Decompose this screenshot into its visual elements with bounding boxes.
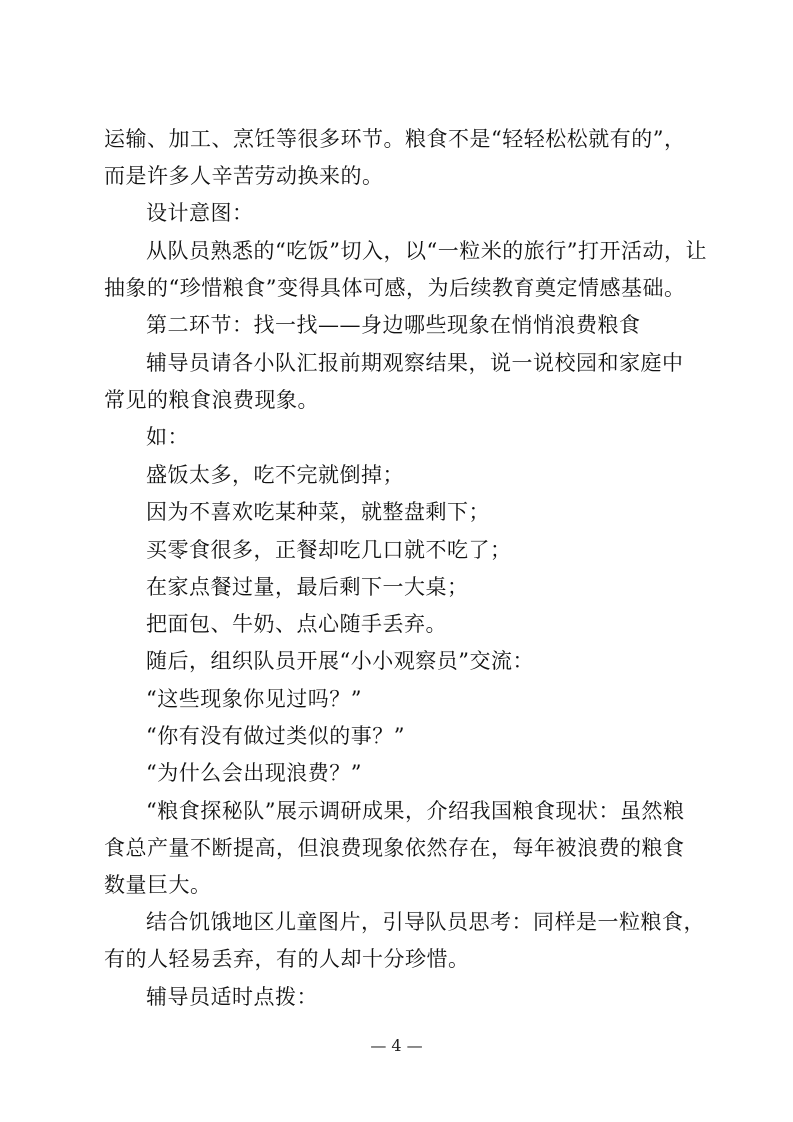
text-line: 辅导员请各小队汇报前期观察结果，说一说校园和家庭中 [146,351,684,375]
text-line: 在家点餐过量，最后剩下一大桌； [146,575,469,599]
page-number: — 4 — [370,1036,423,1055]
text-line: 从队员熟悉的“吃饭”切入，以“一粒米的旅行”打开活动，让 [146,239,707,263]
text-line: 运输、加工、烹饪等很多环节。粮食不是“轻轻松松就有的”， [104,127,686,151]
text-line: “为什么会出现浪费？” [146,761,362,785]
text-line: 数量巨大。 [104,873,212,897]
text-line: “这些现象你见过吗？” [146,687,362,711]
text-line: 抽象的“珍惜粮食”变得具体可感，为后续教育奠定情感基础。 [104,276,686,300]
text-line: 常见的粮食浪费现象。 [104,388,319,412]
text-line: 第二环节：找一找——身边哪些现象在悄悄浪费粮食 [146,313,641,337]
text-line: “你有没有做过类似的事？” [146,724,405,748]
text-line: 辅导员适时点拨： [146,985,318,1009]
text-line: 盛饭太多，吃不完就倒掉； [146,463,404,487]
text-line: 食总产量不断提高，但浪费现象依然存在，每年被浪费的粮食 [104,836,685,860]
text-line: 结合饥饿地区儿童图片，引导队员思考：同样是一粒粮食， [146,910,705,934]
text-line: 因为不喜欢吃某种菜，就整盘剩下； [146,500,490,524]
text-line: 随后，组织队员开展“小小观察员”交流： [146,649,534,673]
text-line: 设计意图： [146,201,254,225]
text-line: 而是许多人辛苦劳动换来的。 [104,164,384,188]
text-line: 如： [146,425,189,449]
text-line: 把面包、牛奶、点心随手丢弃。 [146,612,447,636]
text-line: 买零食很多，正餐却吃几口就不吃了； [146,538,512,562]
text-line: “粮食探秘队”展示调研成果，介绍我国粮食现状：虽然粮 [146,799,685,823]
text-line: 有的人轻易丢弃，有的人却十分珍惜。 [104,947,470,971]
